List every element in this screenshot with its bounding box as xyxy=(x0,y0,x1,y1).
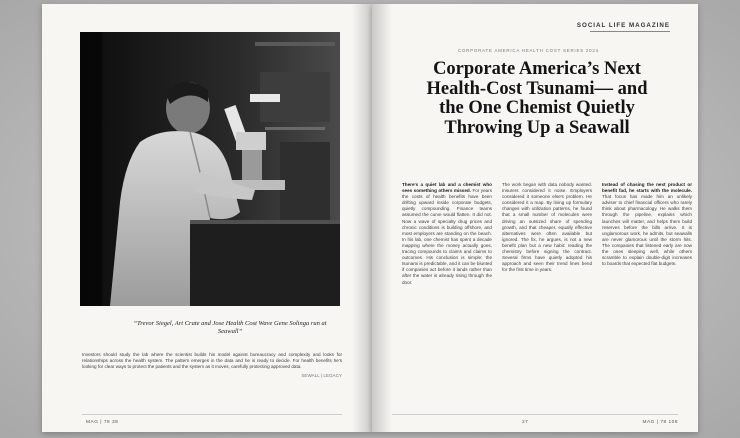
left-folio: MAG | 78 38 xyxy=(86,420,119,425)
scientist-photo xyxy=(80,32,340,306)
photo-caption: “Trevor Siegel, Art Crate and Jose Health Cost Wave Gene Solinga run at Seawall” xyxy=(133,320,327,335)
left-byline: SEWALL | LEGACY xyxy=(301,372,342,378)
right-center-folio: 27 xyxy=(522,420,529,425)
article-headline: Corporate America’s Next Health-Cost Tsunami— and the One Chemist Quietly Throwing Up a Seawall xyxy=(426,59,648,138)
left-body-paragraph: Investors should study the lab where the scientist builds his model against bureaucracy and complexity and looks for relationships across the health system. The pattern emerges in the data and he is ready to decide. For health benefits he's looking for clear ways to protect the patients and the system as it moves, carefully protecting approved data. xyxy=(82,352,342,370)
article-columns xyxy=(402,182,692,410)
right-page xyxy=(372,4,698,432)
magazine-rule xyxy=(590,31,670,32)
article-column-3 xyxy=(602,182,692,410)
article-column-2 xyxy=(502,182,592,410)
magazine-name: SOCIAL LIFE MAGAZINE xyxy=(576,22,670,29)
article-column-1 xyxy=(402,182,492,410)
column-lead: Instead of chasing the next product or benefit fad, he starts with the molecule. xyxy=(602,182,692,194)
microscope-photo-icon xyxy=(80,32,340,306)
column-body: That focus has made him an unlikely adviser to chief financial officers who rarely think about pharmacology. He walks them through the pipeline, explains which launches will matter, and helps them build reserves before the bills arrive. It is unglamorous work, he admits, but seawalls are never glamorous until the storm hits. The companies that listened early are now the ones sleeping well, while others scramble to explain double-digit increases to boards that expected flat budgets. xyxy=(602,194,692,267)
right-folio: MAG | 78 108 xyxy=(642,420,678,425)
article-kicker: CORPORATE AMERICA HEALTH COST SERIES 2024 xyxy=(458,48,599,53)
left-page xyxy=(42,4,372,432)
column-lead: There's a quiet lab and a chemist who sees something others missed. xyxy=(402,182,492,194)
right-footer-rule xyxy=(392,414,678,415)
column-body: For years the costs of health benefits have been drifting upward inside corporate budgets, quietly compounding. Finance teams assumed the curve would flatten. It did not. Now a wave of specialty drug prices and chronic conditions is building offshore, and most employers are standing on the beach. In his lab, one chemist has spent a decade mapping where the money actually goes, tracing compounds to claims and claims to outcomes. His conclusion is simple: the tsunami is predictable, and it can be blunted if companies act before it lands rather than after the water is already rising through the door. xyxy=(402,188,492,285)
left-body-text xyxy=(82,352,342,379)
column-body: The work began with data nobody wanted. Insurers considered it noise. Employers considered it someone else's problem. He considered it a map. By lining up formulary changes with utilization patterns, he found that a small number of molecules were driving an outsized share of spending growth, and that cheaper, equally effective alternatives were often available but ignored. The fix, he argues, is not a new benefit plan but a new habit: reading the chemistry before signing the contract. Several firms have quietly adopted his approach and seen their trend lines bend for the first time in years. xyxy=(502,182,592,273)
left-footer-rule xyxy=(82,414,342,415)
